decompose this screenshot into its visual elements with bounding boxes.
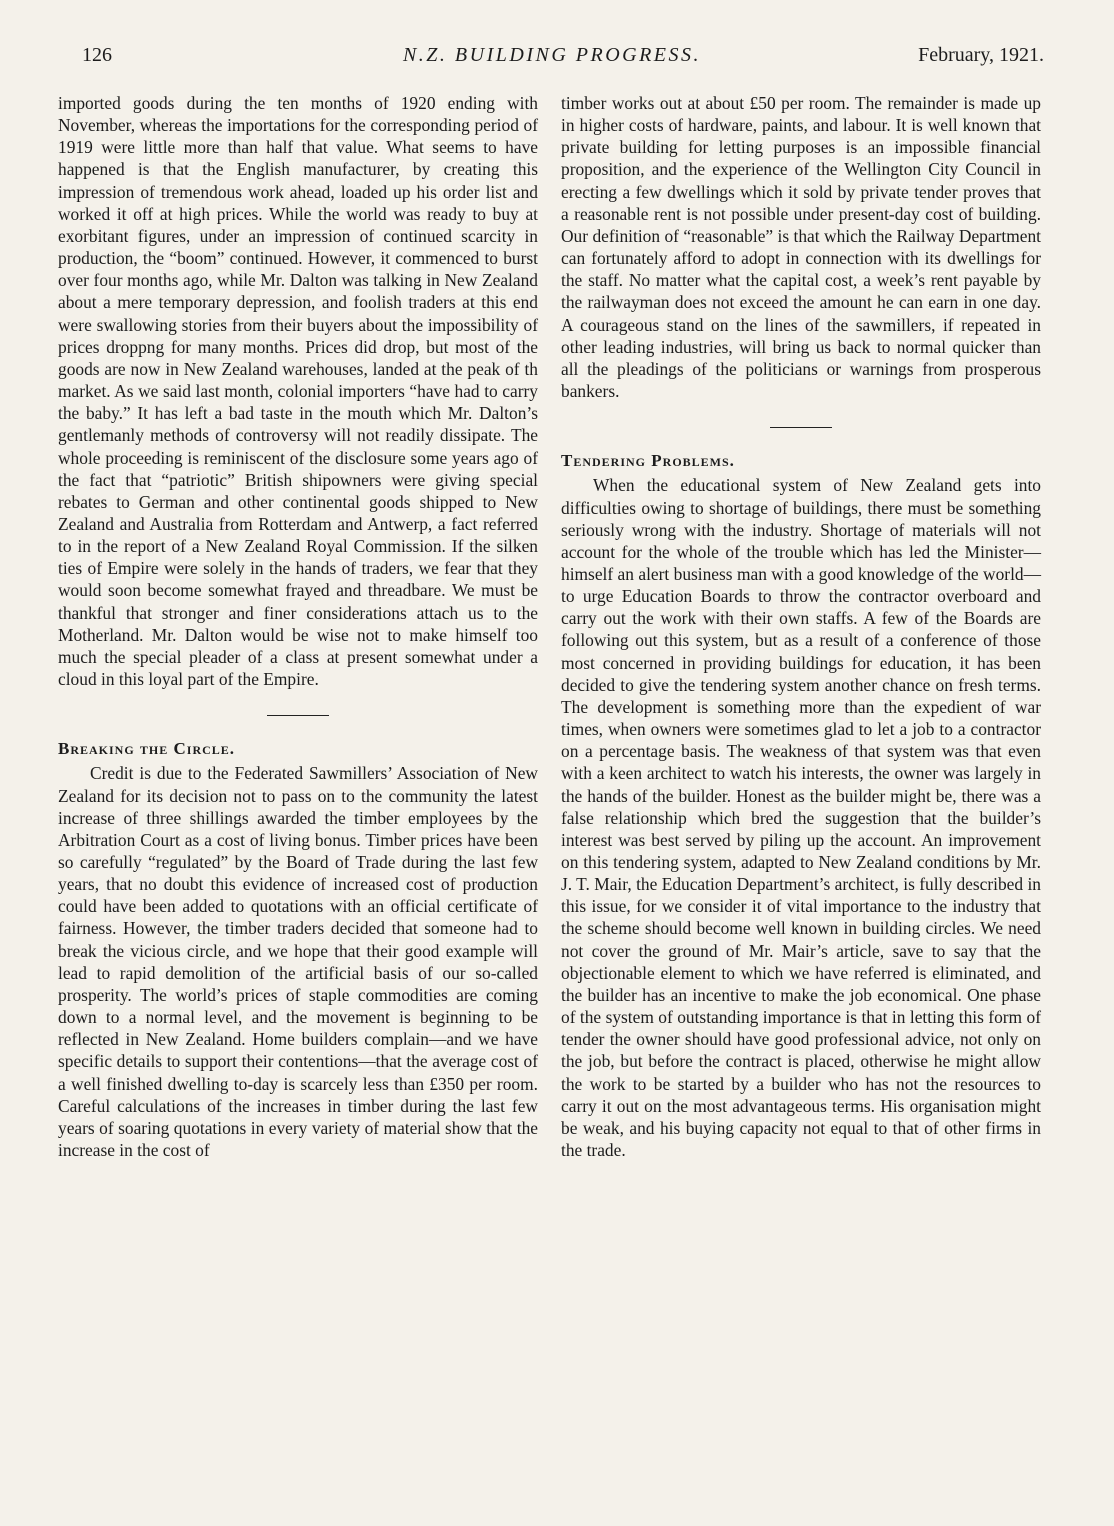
right-column [561,92,1041,1161]
left-column [58,92,538,1161]
article-paragraph: Credit is due to the Federated Sawmillers’ Association of New Zealand for its decision not to pass on to the community the latest increase of three shillings awarded the timber employees by the Arbitration Court as a cost of living bonus. Timber prices have been so carefully “regulated” by the Board of Trade during the last few years, that no doubt this evidence of increased cost of production could have been added to quotations with an official certificate of fairness. However, the timber traders decided that someone had to break the vicious circle, and we hope that their good example will lead to rapid demolition of the artificial basis of our so-called prosperity. The world’s prices of staple commodities are coming down to a normal level, and the movement is beginning to be reflected in New Zealand. Home builders complain—and we have specific details to support their contentions—that the average cost of a well finished dwelling to-day is scarcely less than £350 per room. Careful calculations of the increases in timber during the last few years of soaring quotations in every variety of material show that the increase in the cost of [58,763,538,1161]
section-divider [267,715,329,716]
article-paragraph: imported goods during the ten months of 1920 ending with November, whereas the importations for the corresponding period of 1919 were little more than half that value. What seems to have happened is that the English manufacturer, by creating this impression of tremendous work ahead, loaded up his order list and worked it off at high prices. While the world was ready to buy at exorbitant figures, under an impression of continued scarcity in production, the “boom” continued. However, it commenced to burst over four months ago, while Mr. Dalton was talking in New Zealand about a mere temporary depression, and foolish traders at this end were swallowing stories from their buyers about the impossibility of prices droppng for many months. Prices did drop, but most of the goods are now in New Zealand warehouses, landed at the peak of th market. As we said last month, colonial importers “have had to carry the baby.” It has left a bad taste in the mouth which Mr. Dalton’s gentlemanly methods of controversy will not readily dissipate. The whole proceeding is reminiscent of the disclosure some years ago of the fact that “patriotic” British shipowners were giving special rebates to German and other continental goods shipped to New Zealand and Australia from Rotterdam and Antwerp, a fact referred to in the report of a New Zealand Royal Commission. If the silken ties of Empire were solely in the hands of traders, we fear that they would soon become somewhat frayed and threadbare. We must be thankful that stronger and finer considerations attach us to the Motherland. Mr. Dalton would be wise not to make himself too much the special pleader of a class at present somewhat under a cloud in this loyal part of the Empire. [58,93,538,690]
page-number: 126 [82,44,112,66]
running-header [60,44,1044,74]
section-divider [770,427,832,428]
article-paragraph: When the educational system of New Zealand gets into difficulties owing to shortage of buildings, there must be something seriously wrong with the industry. Shortage of materials will not account for the whole of the trouble which has led the Minister—himself an alert business man with a good knowledge of the world—to urge Education Boards to throw the contractor overboard and carry out the work with their own staffs. A few of the Boards are following out this system, but as a result of a conference of those most concerned in providing buildings for education, it has been decided to give the tendering system another chance on fresh terms. The development is something more than the expedient of war times, when owners were sometimes glad to let a job to a contractor on a percentage basis. The weakness of that system was that even with a keen architect to watch his interests, the owner was largely in the hands of the builder. Honest as the builder might be, there was a false relationship which bred the suggestion that the builder’s interest was best served by piling up the account. An improvement on this tendering system, adapted to New Zealand conditions by Mr. J. T. Mair, the Education Department’s architect, is fully described in this issue, for we consider it of vital importance to the industry that the scheme should become well known in building circles. We need not cover the ground of Mr. Mair’s article, save to say that the objectionable element to which we have referred is eliminated, and the builder has an incentive to make the job economical. One phase of the system of outstanding importance is that in letting this form of tender the owner should have good professional advice, not only on the job, but before the contract is placed, otherwise he might allow the work to be started by a builder who has not the resources to carry it out on the most advantageous terms. His organisation might be weak, and his buying capacity not equal to that of other firms in the trade. [561,475,1041,1161]
section-heading: Tendering Problems. [561,451,735,471]
journal-title: N.Z. BUILDING PROGRESS. [402,44,702,66]
article-paragraph: timber works out at about £50 per room. The remainder is made up in higher costs of hardware, paints, and labour. It is well known that private building for letting purposes is an impossible financial proposition, and the experience of the Wellington City Council in erecting a few dwellings which it sold by private tender proves that a reasonable rent is not possible under present-day cost of building. Our definition of “reasonable” is that which the Railway Department can fortunately afford to adopt in connection with its dwellings for the staff. No matter what the capital cost, a week’s rent payable by the railwayman does not exceed the amount he can earn in one day. A courageous stand on the lines of the sawmillers, if repeated in other leading industries, will bring us back to normal quicker than all the pleadings of the politicians or warnings from prosperous bankers. [561,93,1041,402]
issue-date: February, 1921. [918,44,1044,66]
section-heading: Breaking the Circle. [58,739,236,759]
